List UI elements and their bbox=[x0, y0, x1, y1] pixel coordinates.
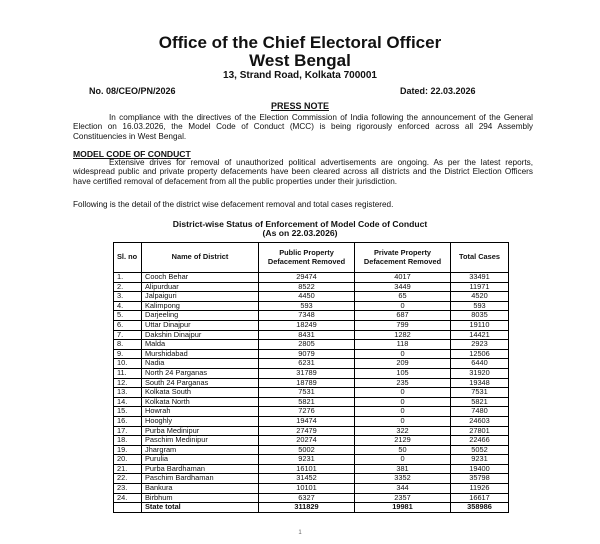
table-row bbox=[114, 378, 509, 388]
row-public: 9079 bbox=[259, 349, 355, 359]
table-row bbox=[114, 273, 509, 283]
row-private: 105 bbox=[355, 368, 451, 378]
row-public: 20274 bbox=[259, 436, 355, 446]
row-private: 209 bbox=[355, 359, 451, 369]
total-district: State total bbox=[142, 503, 259, 513]
table-row bbox=[114, 368, 509, 378]
section-heading: MODEL CODE OF CONDUCT bbox=[73, 149, 191, 159]
row-district: Paschim Bardhaman bbox=[142, 474, 259, 484]
row-total: 7531 bbox=[451, 388, 509, 398]
table-row bbox=[114, 359, 509, 369]
row-sl-no: 6. bbox=[114, 320, 142, 330]
table-row bbox=[114, 311, 509, 321]
row-sl-no: 21. bbox=[114, 464, 142, 474]
state-title: West Bengal bbox=[249, 51, 351, 70]
row-sl-no: 13. bbox=[114, 388, 142, 398]
row-district: Kalimpong bbox=[142, 301, 259, 311]
reference-number: No. 08/CEO/PN/2026 bbox=[89, 86, 176, 96]
table-row bbox=[114, 320, 509, 330]
row-sl-no: 20. bbox=[114, 455, 142, 465]
row-total: 5821 bbox=[451, 397, 509, 407]
table-row bbox=[114, 484, 509, 494]
row-district: South 24 Parganas bbox=[142, 378, 259, 388]
table-row bbox=[114, 426, 509, 436]
row-public: 10101 bbox=[259, 484, 355, 494]
table-row bbox=[114, 292, 509, 302]
row-district: Kolkata South bbox=[142, 388, 259, 398]
header-total: Total Cases bbox=[451, 243, 509, 273]
row-total: 24603 bbox=[451, 416, 509, 426]
row-private: 235 bbox=[355, 378, 451, 388]
header-public: Public Property Defacement Removed bbox=[259, 243, 355, 273]
row-sl-no: 2. bbox=[114, 282, 142, 292]
row-public: 31789 bbox=[259, 368, 355, 378]
row-private: 1282 bbox=[355, 330, 451, 340]
table-row bbox=[114, 349, 509, 359]
row-district: Hooghly bbox=[142, 416, 259, 426]
row-private: 687 bbox=[355, 311, 451, 321]
row-sl-no: 12. bbox=[114, 378, 142, 388]
row-public: 8522 bbox=[259, 282, 355, 292]
row-district: North 24 Parganas bbox=[142, 368, 259, 378]
table-row bbox=[114, 388, 509, 398]
row-public: 18789 bbox=[259, 378, 355, 388]
row-sl-no: 9. bbox=[114, 349, 142, 359]
row-private: 799 bbox=[355, 320, 451, 330]
row-private: 0 bbox=[355, 455, 451, 465]
row-district: Bankura bbox=[142, 484, 259, 494]
row-public: 9231 bbox=[259, 455, 355, 465]
row-private: 0 bbox=[355, 407, 451, 417]
row-total: 4520 bbox=[451, 292, 509, 302]
row-total: 12506 bbox=[451, 349, 509, 359]
row-public: 7348 bbox=[259, 311, 355, 321]
row-public: 7531 bbox=[259, 388, 355, 398]
row-public: 2805 bbox=[259, 340, 355, 350]
row-district: Cooch Behar bbox=[142, 273, 259, 283]
total-public: 311829 bbox=[259, 503, 355, 513]
row-district: Kolkata North bbox=[142, 397, 259, 407]
row-public: 6327 bbox=[259, 493, 355, 503]
row-total: 9231 bbox=[451, 455, 509, 465]
row-private: 0 bbox=[355, 349, 451, 359]
row-total: 22466 bbox=[451, 436, 509, 446]
row-private: 2357 bbox=[355, 493, 451, 503]
row-sl-no: 17. bbox=[114, 426, 142, 436]
row-sl-no: 7. bbox=[114, 330, 142, 340]
row-district: Alipurduar bbox=[142, 282, 259, 292]
office-title: Office of the Chief Electoral Officer bbox=[158, 33, 442, 52]
row-private: 65 bbox=[355, 292, 451, 302]
row-total: 19348 bbox=[451, 378, 509, 388]
row-public: 4450 bbox=[259, 292, 355, 302]
row-district: Birbhum bbox=[142, 493, 259, 503]
row-private: 3449 bbox=[355, 282, 451, 292]
header-district: Name of District bbox=[142, 243, 259, 273]
row-total: 6440 bbox=[451, 359, 509, 369]
row-private: 381 bbox=[355, 464, 451, 474]
table-row bbox=[114, 407, 509, 417]
row-district: Purba Medinipur bbox=[142, 426, 259, 436]
row-total: 5052 bbox=[451, 445, 509, 455]
page-number: 1 bbox=[298, 530, 302, 536]
table-body bbox=[114, 273, 509, 513]
row-sl-no: 4. bbox=[114, 301, 142, 311]
mcc-paragraph: Extensive drives for removal of unauthorized political advertisements are ongoing. As per the latest reports, widespread public and private property defacements have been cleared across all districts and the District Election Officers have certified removal of defacement from all the public properties under their jurisdiction. bbox=[73, 158, 533, 186]
total-total: 358986 bbox=[451, 503, 509, 513]
row-district: Darjeeling bbox=[142, 311, 259, 321]
table-row bbox=[114, 464, 509, 474]
total-private: 19981 bbox=[355, 503, 451, 513]
press-note-heading: PRESS NOTE bbox=[270, 101, 329, 111]
row-private: 344 bbox=[355, 484, 451, 494]
row-private: 3352 bbox=[355, 474, 451, 484]
row-total: 19110 bbox=[451, 320, 509, 330]
row-total: 11926 bbox=[451, 484, 509, 494]
intro-paragraph: In compliance with the directives of the Election Commission of India following the announcement of the General Election on 16.03.2026, the Model Code of Conduct (MCC) is being rigorously enforced across all 294 Assembly Constituencies in West Bengal. bbox=[73, 113, 533, 141]
row-total: 31920 bbox=[451, 368, 509, 378]
row-district: Jhargram bbox=[142, 445, 259, 455]
district-table bbox=[113, 242, 509, 513]
row-sl-no: 10. bbox=[114, 359, 142, 369]
row-total: 35798 bbox=[451, 474, 509, 484]
row-private: 322 bbox=[355, 426, 451, 436]
row-public: 29474 bbox=[259, 273, 355, 283]
table-total-row bbox=[114, 503, 509, 513]
row-private: 0 bbox=[355, 301, 451, 311]
row-total: 593 bbox=[451, 301, 509, 311]
table-row bbox=[114, 397, 509, 407]
row-sl-no: 24. bbox=[114, 493, 142, 503]
row-public: 593 bbox=[259, 301, 355, 311]
table-row bbox=[114, 282, 509, 292]
row-total: 8035 bbox=[451, 311, 509, 321]
row-total: 27801 bbox=[451, 426, 509, 436]
row-public: 16101 bbox=[259, 464, 355, 474]
row-total: 7480 bbox=[451, 407, 509, 417]
row-public: 6231 bbox=[259, 359, 355, 369]
row-district: Howrah bbox=[142, 407, 259, 417]
row-district: Murshidabad bbox=[142, 349, 259, 359]
row-sl-no: 15. bbox=[114, 407, 142, 417]
row-total: 14421 bbox=[451, 330, 509, 340]
table-row bbox=[114, 455, 509, 465]
row-district: Purulia bbox=[142, 455, 259, 465]
row-sl-no: 16. bbox=[114, 416, 142, 426]
row-sl-no: 1. bbox=[114, 273, 142, 283]
row-public: 31452 bbox=[259, 474, 355, 484]
row-district: Uttar Dinajpur bbox=[142, 320, 259, 330]
row-district: Dakshin Dinajpur bbox=[142, 330, 259, 340]
table-row bbox=[114, 474, 509, 484]
row-private: 0 bbox=[355, 416, 451, 426]
table-header-row bbox=[114, 243, 509, 273]
table-row bbox=[114, 340, 509, 350]
row-sl-no: 5. bbox=[114, 311, 142, 321]
table-row bbox=[114, 416, 509, 426]
row-private: 118 bbox=[355, 340, 451, 350]
row-district: Jalpaiguri bbox=[142, 292, 259, 302]
row-district: Nadia bbox=[142, 359, 259, 369]
row-sl-no: 19. bbox=[114, 445, 142, 455]
row-private: 0 bbox=[355, 397, 451, 407]
row-public: 5821 bbox=[259, 397, 355, 407]
detail-paragraph: Following is the detail of the district wise defacement removal and total cases registered. bbox=[73, 200, 394, 209]
date-line: Dated: 22.03.2026 bbox=[400, 86, 476, 96]
row-sl-no: 8. bbox=[114, 340, 142, 350]
row-public: 18249 bbox=[259, 320, 355, 330]
row-district: Purba Bardhaman bbox=[142, 464, 259, 474]
header-sl-no: Sl. no bbox=[114, 243, 142, 273]
table-row bbox=[114, 301, 509, 311]
row-total: 16617 bbox=[451, 493, 509, 503]
row-total: 19400 bbox=[451, 464, 509, 474]
total-sl-no bbox=[114, 503, 142, 513]
table-title: District-wise Status of Enforcement of Model Code of Conduct bbox=[172, 219, 428, 229]
table-subtitle: (As on 22.03.2026) bbox=[262, 228, 338, 238]
row-sl-no: 22. bbox=[114, 474, 142, 484]
row-public: 8431 bbox=[259, 330, 355, 340]
row-public: 19474 bbox=[259, 416, 355, 426]
row-total: 11971 bbox=[451, 282, 509, 292]
table-row bbox=[114, 445, 509, 455]
row-sl-no: 3. bbox=[114, 292, 142, 302]
row-total: 33491 bbox=[451, 273, 509, 283]
table-row bbox=[114, 330, 509, 340]
row-sl-no: 23. bbox=[114, 484, 142, 494]
row-sl-no: 18. bbox=[114, 436, 142, 446]
table-row bbox=[114, 436, 509, 446]
table-row bbox=[114, 493, 509, 503]
row-public: 7276 bbox=[259, 407, 355, 417]
office-address: 13, Strand Road, Kolkata 700001 bbox=[223, 70, 377, 81]
row-private: 50 bbox=[355, 445, 451, 455]
row-private: 2129 bbox=[355, 436, 451, 446]
row-public: 5002 bbox=[259, 445, 355, 455]
row-sl-no: 11. bbox=[114, 368, 142, 378]
row-district: Paschim Medinipur bbox=[142, 436, 259, 446]
row-district: Malda bbox=[142, 340, 259, 350]
header-private: Private Property Defacement Removed bbox=[355, 243, 451, 273]
row-private: 0 bbox=[355, 388, 451, 398]
row-total: 2923 bbox=[451, 340, 509, 350]
row-private: 4017 bbox=[355, 273, 451, 283]
row-public: 27479 bbox=[259, 426, 355, 436]
row-sl-no: 14. bbox=[114, 397, 142, 407]
